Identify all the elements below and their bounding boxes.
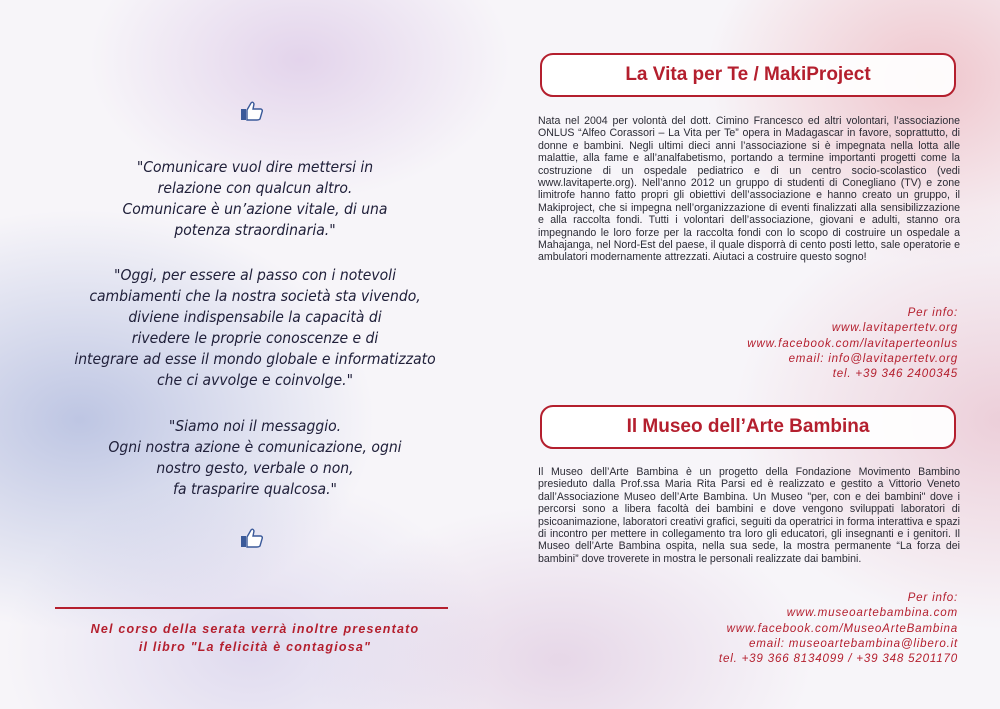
email-link[interactable]: email: museoartebambina@libero.it [749,636,958,650]
quote-3 [39,416,471,500]
quote-2 [39,265,471,391]
note-line: il libro "La felicità è contagiosa" [138,640,372,654]
quote-line: "Comunicare vuol dire mettersi in [136,158,374,176]
quote-line: Comunicare è un’azione vitale, di una [122,200,388,218]
section-body [538,466,960,565]
right-page [500,0,1000,709]
quote-line: relazione con qualcun altro. [157,179,353,197]
book-note [30,620,480,656]
website-link[interactable]: www.museoartebambina.com [786,606,958,620]
body-text: Nata nel 2004 per volontà del dott. Cimino Francesco ed altri volontari, l’associazione ONLUS “Alfeo Corassori – La Vita per Te” opera in Madagascar in favore, soprattutto, di donne e bambini. Negli ultimi dieci anni l’associazione si è impegnata nella lotta alle malattie, alla fame e all’analfabetismo, portando a termine importanti progetti come la costruzione di un ospedale pediatrico e di un centro socio-scolastico (vedi www.lavitaperte.org). Nell’anno 2012 un gruppo di studenti di Conegliano (TV) e zone limitrofe hanno fatto propri gli obiettivi dell’associazione e hanno creato un gruppo, il Makiproject, che si impegna nell’organizzazione di eventi finalizzati alla sensibilizzazione e alla raccolta fondi. Tutti i volontari dell’associazione, giovani e adulti, stanno ora impegnando le loro forze per la raccolta fondi con lo scopo di costruire un ospedale a Mahajanga, nel Nord-Est del paese, il quale disporrà di cento posti letto, sale operatorie e ambulatori modernamente attrezzati. Aiutaci a costruire questo sogno! [538,115,960,264]
quote-line: diviene indispensabile la capacità di [128,308,382,326]
section-title-box [540,53,956,97]
quote-line: che ci avvolge e coinvolge." [156,371,354,389]
section-body [538,115,960,264]
thumbs-up-icon [241,101,263,121]
quote-line: integrare ad esse il mondo globale e informatizzato [74,350,436,368]
section-title: La Vita per Te / MakiProject [625,64,871,85]
quote-line: rivedere le proprie conoscenze e di [131,329,379,347]
quote-line: cambiamenti che la nostra società sta vivendo, [89,287,421,305]
body-text: Il Museo dell’Arte Bambina è un progetto della Fondazione Movimento Bambino presieduto dalla Prof.ssa Maria Rita Parsi ed è realizzato e gestito a Vittorio Veneto dall’Associazione Museo dell’Arte Bambina. Un Museo "per, con e dei bambini" dove i percorsi sono a libera facoltà dei bambini e dove vengono sviluppati laboratori di psicoanimazione, laboratori creativi grafici, seguiti da operatrici in forma interattiva e spazi di incontro per mettere in collegamento tra loro gli educatori, gli insegnanti e i genitori. Il Museo dell’Arte Bambina ospita, nella sua sede, la mostra permanente “La forza dei bambini” dove troverete in mostra le personali realizzate dai bambini. [538,466,960,565]
quote-line: nostro gesto, verbale o non, [156,459,354,477]
facebook-link[interactable]: www.facebook.com/MuseoArteBambina [726,621,958,635]
quote-line: fa trasparire qualcosa." [173,480,337,498]
facebook-link[interactable]: www.facebook.com/lavitaperteonlus [747,336,958,350]
section-title-box [540,405,956,449]
quote-1 [39,157,471,241]
email-link[interactable]: email: info@lavitapertetv.org [788,351,958,365]
quote-line: "Siamo noi il messaggio. [168,417,342,435]
section-title: Il Museo dell’Arte Bambina [626,416,870,437]
divider [55,607,448,609]
contact-info [747,305,958,381]
phone-number: tel. +39 346 2400345 [832,367,958,381]
thumbs-up-icon [241,528,263,548]
contact-info [719,590,958,666]
info-label: Per info: [907,591,958,604]
quote-line: "Oggi, per essere al passo con i notevoli [114,266,396,284]
quote-line: potenza straordinaria." [174,221,336,239]
note-line: Nel corso della serata verrà inoltre presentato [90,622,420,636]
website-link[interactable]: www.lavitapertetv.org [831,321,958,335]
info-label: Per info: [907,306,958,319]
quote-line: Ogni nostra azione è comunicazione, ogni [108,438,402,456]
phone-number: tel. +39 366 8134099 / +39 348 5201170 [718,652,958,666]
